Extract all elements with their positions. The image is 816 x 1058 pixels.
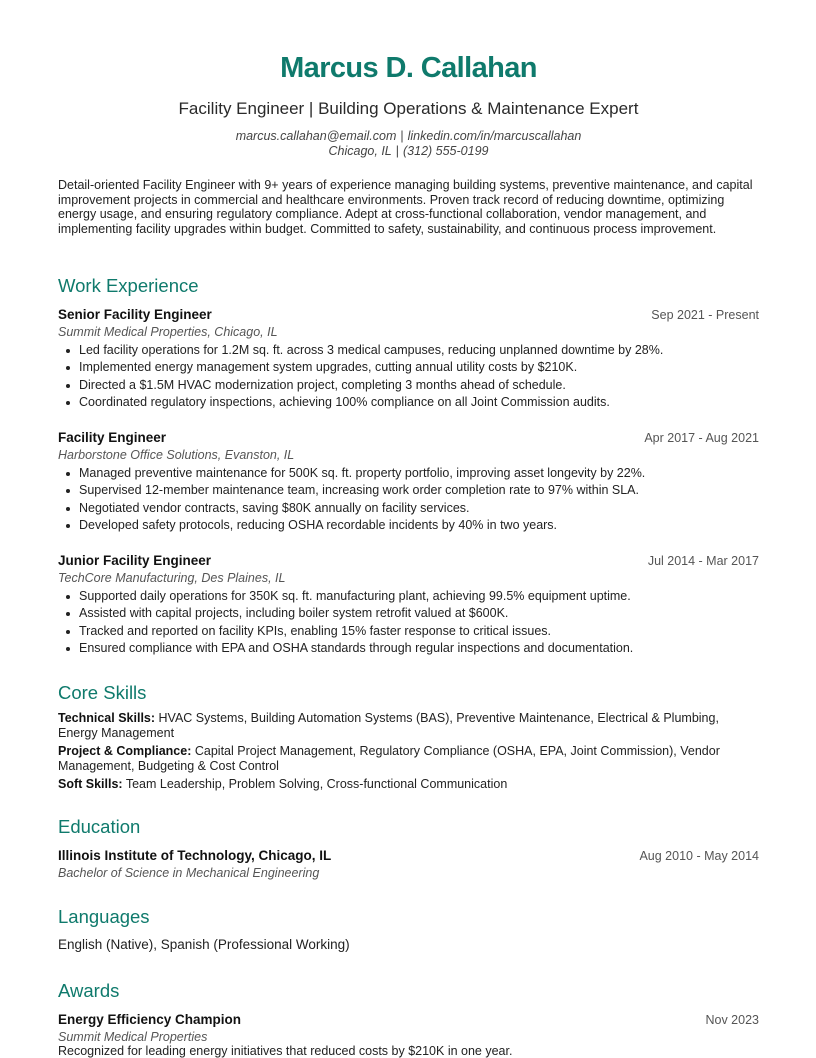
job-organization: Summit Medical Properties, Chicago, IL — [58, 325, 278, 339]
phone-text: (312) 555-0199 — [403, 144, 489, 158]
section-heading-skills: Core Skills — [58, 682, 147, 703]
job-bullet: Supervised 12-member maintenance team, increasing work order completion rate to 97% within SLA. — [79, 482, 759, 499]
job-title: Facility Engineer — [58, 430, 167, 445]
job-bullet: Ensured compliance with EPA and OSHA standards through regular inspections and documentation. — [79, 640, 759, 657]
section-heading-education: Education — [58, 816, 141, 837]
skill-group-technical — [58, 711, 759, 740]
skill-group-label: Technical Skills: — [58, 711, 156, 725]
job-bullet-list — [58, 588, 759, 657]
skill-group-label: Soft Skills: — [58, 777, 123, 791]
skill-group-soft — [58, 777, 759, 792]
school-name: Illinois Institute of Technology, Chicago, IL — [58, 848, 332, 863]
job-organization: TechCore Manufacturing, Des Plaines, IL — [58, 571, 286, 585]
contact-line-1 — [58, 129, 759, 143]
contact-line-2 — [58, 144, 759, 158]
section-heading-experience: Work Experience — [58, 275, 199, 296]
job-title: Senior Facility Engineer — [58, 307, 212, 322]
job-bullet: Coordinated regulatory inspections, achieving 100% compliance on all Joint Commission audits. — [79, 394, 759, 411]
contact-separator: | — [395, 144, 399, 158]
award-organization: Summit Medical Properties — [58, 1030, 208, 1044]
award-date: Nov 2023 — [705, 1013, 759, 1027]
job-bullet: Developed safety protocols, reducing OSHA recordable incidents by 40% in two years. — [79, 517, 759, 534]
job-bullet-list — [58, 342, 759, 411]
professional-summary: Detail-oriented Facility Engineer with 9+ years of experience managing building systems, preventive maintenance, and capital improvement projects in commercial and healthcare environments. Proven track record of reducing downtime, optimizing energy usage, and ensuring regulatory compliance. Adept at cross-functional collaboration, vendor management, and implementing facility upgrades within budget. Committed to safety, sustainability, and continuous process improvement. — [58, 178, 753, 236]
job-dates: Sep 2021 - Present — [651, 308, 759, 322]
job-organization: Harborstone Office Solutions, Evanston, IL — [58, 448, 295, 462]
linkedin-link[interactable]: linkedin.com/in/marcuscallahan — [407, 129, 582, 143]
contact-separator: | — [400, 129, 404, 143]
job-bullet: Supported daily operations for 350K sq. ft. manufacturing plant, achieving 99.5% equipment uptime. — [79, 588, 759, 605]
job-bullet: Implemented energy management system upgrades, cutting annual utility costs by $210K. — [79, 359, 759, 376]
skill-group-label: Project & Compliance: — [58, 744, 192, 758]
languages-list: English (Native), Spanish (Professional Working) — [58, 937, 350, 952]
award-description: Recognized for leading energy initiatives that reduced costs by $210K in one year. — [58, 1044, 513, 1058]
degree: Bachelor of Science in Mechanical Engineering — [58, 866, 320, 880]
skill-group-value: Capital Project Management, Regulatory Compliance (OSHA, EPA, Joint Commission), Vendor Management, Budgeting & Cost Control — [58, 744, 720, 773]
skill-group-project — [58, 744, 759, 773]
job-bullet: Directed a $1.5M HVAC modernization project, completing 3 months ahead of schedule. — [79, 377, 759, 394]
professional-title: Facility Engineer | Building Operations & Maintenance Expert — [178, 99, 639, 118]
job-bullet-list — [58, 465, 759, 534]
skill-group-value: Team Leadership, Problem Solving, Cross-functional Communication — [125, 777, 508, 791]
job-title: Junior Facility Engineer — [58, 553, 212, 568]
job-bullet: Tracked and reported on facility KPIs, enabling 15% faster response to critical issues. — [79, 623, 759, 640]
job-bullet: Led facility operations for 1.2M sq. ft. across 3 medical campuses, reducing unplanned downtime by 28%. — [79, 342, 759, 359]
job-bullet: Assisted with capital projects, including boiler system retrofit valued at $600K. — [79, 605, 759, 622]
award-title: Energy Efficiency Champion — [58, 1012, 242, 1027]
section-heading-awards: Awards — [58, 980, 120, 1001]
job-bullet: Managed preventive maintenance for 500K sq. ft. property portfolio, improving asset longevity by 22%. — [79, 465, 759, 482]
section-heading-languages: Languages — [58, 906, 150, 927]
job-dates: Jul 2014 - Mar 2017 — [647, 554, 759, 568]
job-dates: Apr 2017 - Aug 2021 — [644, 431, 759, 445]
email-link[interactable]: marcus.callahan@email.com — [235, 129, 397, 143]
education-dates: Aug 2010 - May 2014 — [639, 849, 759, 863]
skill-group-value: HVAC Systems, Building Automation Systems (BAS), Preventive Maintenance, Electrical & Plumbing, Energy Management — [58, 711, 719, 740]
candidate-name: Marcus D. Callahan — [280, 52, 537, 84]
location-text: Chicago, IL — [328, 144, 392, 158]
job-bullet: Negotiated vendor contracts, saving $80K annually on facility services. — [79, 500, 759, 517]
